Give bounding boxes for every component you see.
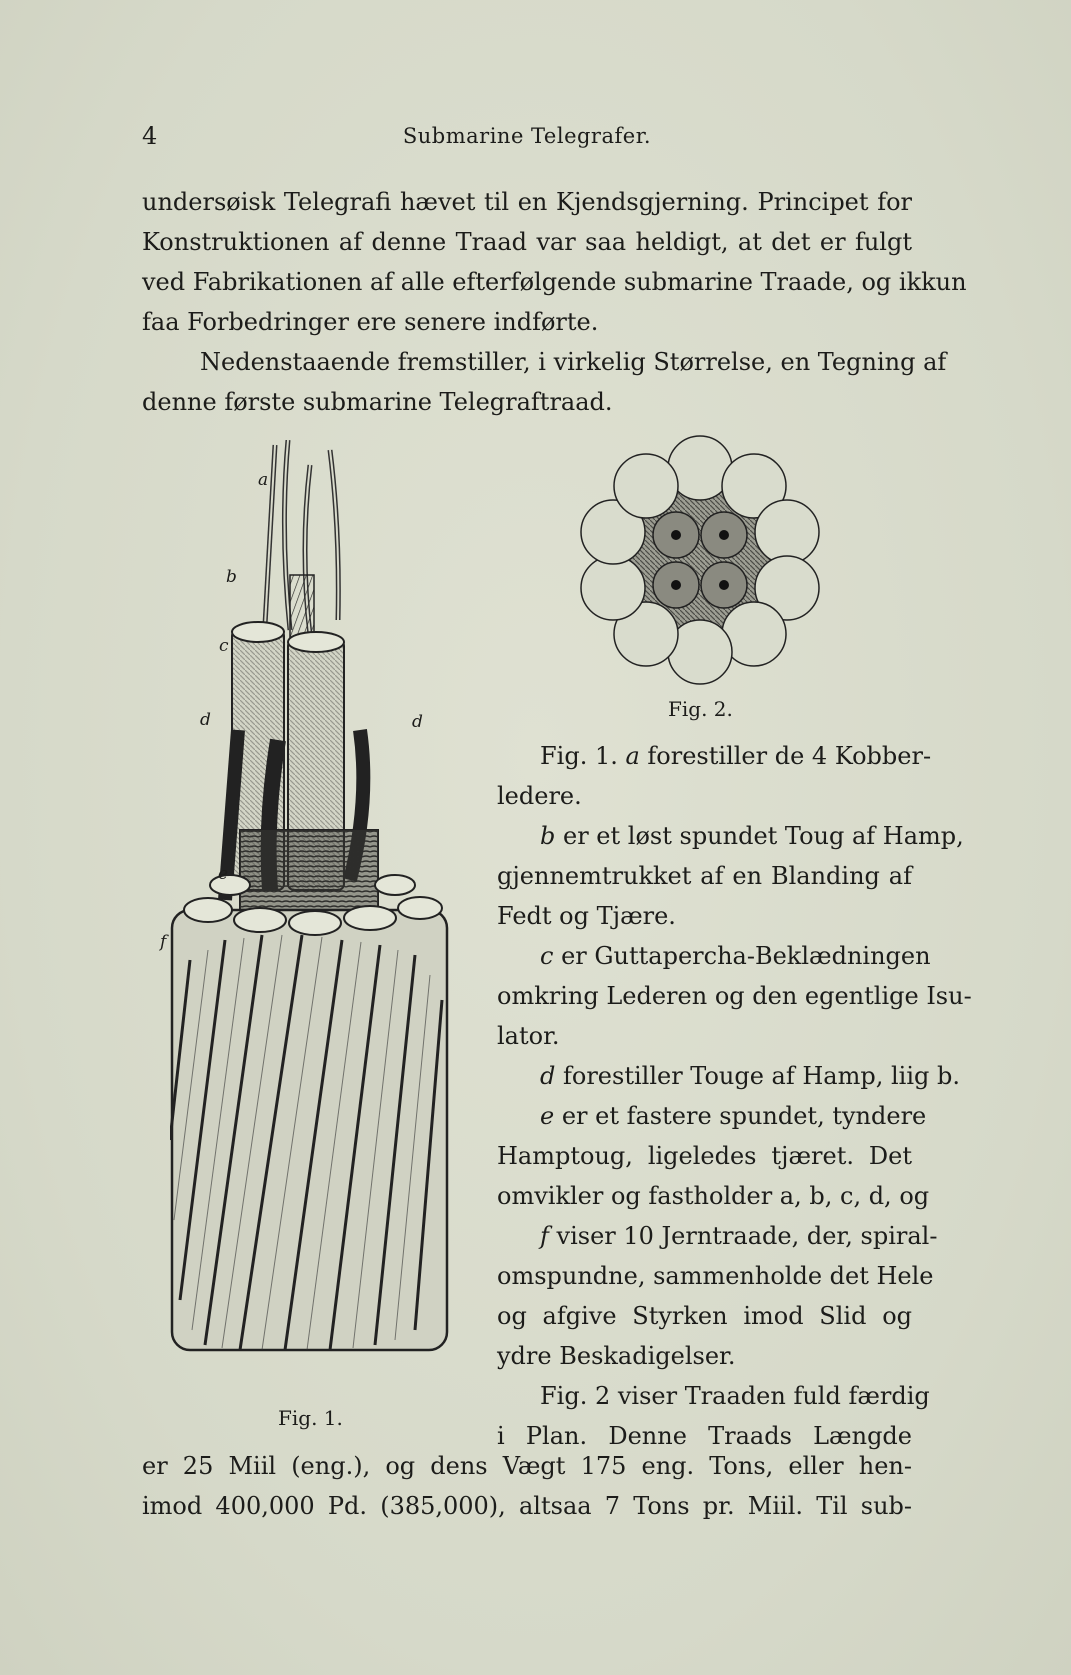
legend-line — [540, 1216, 938, 1256]
legend-text: er et fastere spundet, tyndere — [554, 1102, 927, 1130]
legend-text: forestiller Touge af Hamp, liig b. — [555, 1062, 960, 1090]
legend-letter: e — [540, 1102, 555, 1130]
legend-text: omkring Lederen og den egentlige Isu- — [497, 982, 972, 1010]
legend-text: lator. — [497, 1022, 560, 1050]
legend-text: forestiller de 4 Kobber- — [639, 742, 932, 770]
legend-line — [540, 1056, 960, 1096]
legend-letter: f — [540, 1222, 549, 1250]
legend-text: er et løst spundet Toug af Hamp, — [555, 822, 964, 850]
text-line: imod 400,000 Pd. (385,000), altsaa 7 Tons pr. Miil. Til sub- — [142, 1492, 912, 1520]
legend-letter: d — [540, 1062, 556, 1090]
legend-line — [540, 936, 931, 976]
legend-line — [497, 856, 912, 896]
legend-text: omvikler og fastholder a, b, c, d, og — [497, 1182, 930, 1210]
legend-text: ledere. — [497, 782, 582, 810]
text-line: er 25 Miil (eng.), og dens Vægt 175 eng. Tons, eller hen- — [142, 1452, 912, 1480]
legend-line — [540, 1096, 927, 1136]
running-title: Submarine Telegrafer. — [402, 124, 652, 148]
legend-line — [497, 896, 912, 936]
legend-line — [497, 976, 972, 1016]
figure1-label-d-left: d — [200, 710, 211, 730]
legend-line — [497, 1336, 912, 1376]
legend-text: er Guttapercha-Beklædningen — [553, 942, 931, 970]
figure1-cable-drawing — [170, 440, 450, 1390]
legend-text: Fedt og Tjære. — [497, 902, 676, 930]
figure1-label-d-right: d — [412, 712, 423, 732]
figure1-label-e: e — [218, 864, 229, 884]
legend-text: Hamptoug, ligeledes tjæret. Det — [497, 1142, 912, 1170]
legend-text: ydre Beskadigelser. — [497, 1342, 736, 1370]
legend-letter: b — [540, 822, 556, 850]
text-line: undersøisk Telegrafi hævet til en Kjendsgjerning. Principet for — [142, 188, 912, 216]
figure1-label-c: c — [219, 636, 229, 656]
text-line: Nedenstaaende fremstiller, i virkelig Størrelse, en Tegning af — [200, 348, 947, 376]
legend-letter: a — [625, 742, 640, 770]
figure1-label-f: f — [160, 932, 167, 952]
legend-letter: c — [540, 942, 554, 970]
legend-text: i Plan. Denne Traads Længde — [497, 1422, 912, 1450]
legend-line — [540, 816, 964, 856]
legend-line — [540, 736, 932, 776]
text-line: denne første submarine Telegraftraad. — [142, 388, 613, 416]
legend-line — [540, 1376, 930, 1416]
legend-lead: Fig. 1. — [540, 742, 626, 770]
legend-text: og afgive Styrken imod Slid og — [497, 1302, 912, 1330]
figure1-caption: Fig. 1. — [278, 1406, 343, 1430]
legend-text: gjennemtrukket af en Blanding af — [497, 862, 912, 890]
legend-line — [497, 1296, 912, 1336]
figure1-label-b: b — [226, 567, 237, 587]
figure1-label-a: a — [258, 470, 269, 490]
page-header — [142, 122, 912, 156]
page-number: 4 — [142, 122, 158, 150]
text-line: faa Forbedringer ere senere indførte. — [142, 308, 599, 336]
legend-text: viser 10 Jerntraade, der, spiral- — [548, 1222, 938, 1250]
figure2-cross-section — [575, 435, 825, 685]
legend-line — [497, 1176, 930, 1216]
text-line: Konstruktionen af denne Traad var saa heldigt, at det er fulgt — [142, 228, 912, 256]
legend-text: Fig. 2 viser Traaden fuld færdig — [540, 1382, 930, 1410]
figure2-caption: Fig. 2. — [668, 697, 733, 721]
legend-line — [497, 1136, 912, 1176]
legend-line — [497, 1256, 934, 1296]
text-line: ved Fabrikationen af alle efterfølgende submarine Traade, og ikkun — [142, 268, 967, 296]
legend-line — [497, 1016, 912, 1056]
legend-line — [497, 776, 912, 816]
legend-text: omspundne, sammenholde det Hele — [497, 1262, 934, 1290]
